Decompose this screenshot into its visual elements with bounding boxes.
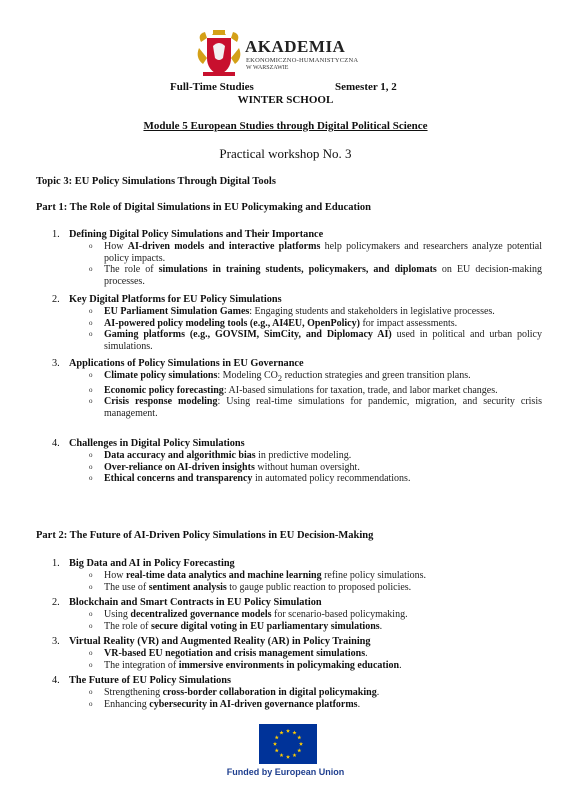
- list-item-text: How: [104, 241, 128, 252]
- list-item: [52, 621, 542, 633]
- list-item-text: : Engaging students and stakeholders in legislative processes.: [249, 306, 495, 317]
- logo-city: W WARSZAWIE: [246, 65, 289, 71]
- list-item-text: : Using real-time simulations for pandemic, migration, and security crisis management.: [104, 396, 542, 419]
- workshop-title: Practical workshop No. 3: [219, 146, 352, 161]
- section-number: 1.: [52, 558, 60, 569]
- bullet-icon: o: [89, 318, 93, 327]
- topic-title: Topic 3: EU Policy Simulations Through Digital Tools: [36, 176, 276, 187]
- list-item: [52, 450, 542, 462]
- list-item-text: : AI-based simulations for taxation, trade, and labor market changes.: [223, 384, 498, 396]
- list-item-text: without human oversight.: [254, 461, 360, 473]
- academy-logo: [193, 28, 393, 78]
- list-item-text: Enhancing: [104, 698, 150, 710]
- section-heading: [52, 228, 542, 241]
- section-number: 3.: [52, 358, 60, 369]
- list-item: [52, 648, 542, 660]
- list-item-emphasis: Climate policy simulations: [104, 370, 218, 381]
- section-heading: [52, 357, 542, 370]
- list-item-text: : Modeling CO: [217, 370, 278, 381]
- list-item-text: .: [379, 620, 383, 632]
- list-item-emphasis: Data accuracy and algorithmic bias: [104, 450, 256, 461]
- list-item-emphasis: cybersecurity in AI-driven governance platforms: [149, 698, 358, 710]
- part2-section: [52, 635, 542, 671]
- list-item-text: reduction strategies and green transition plans.: [282, 370, 471, 381]
- section-number: 2.: [52, 597, 60, 608]
- bullet-icon: o: [89, 621, 93, 630]
- section-title: Challenges in Digital Policy Simulations: [69, 438, 245, 449]
- section-heading: [52, 596, 542, 609]
- studies-label: Full-Time Studies: [170, 81, 254, 93]
- list-item-text: How: [104, 570, 126, 581]
- semester-label: Semester 1, 2: [335, 81, 397, 93]
- list-item-emphasis: Gaming platforms (e.g., GOVSIM, SimCity, and Diplomacy AI): [104, 329, 392, 340]
- section-number: 2.: [52, 294, 60, 305]
- bullet-icon: o: [89, 451, 93, 459]
- list-item-emphasis: real-time data analytics and machine learning: [125, 570, 322, 581]
- list-item-text: .: [357, 698, 361, 710]
- list-item: [52, 687, 542, 699]
- list-item-text: The use of: [104, 581, 149, 593]
- section-title: Key Digital Platforms for EU Policy Simulations: [69, 294, 282, 305]
- list-item-text: Using: [104, 609, 131, 620]
- list-item: [52, 462, 542, 474]
- list-item: [52, 699, 542, 711]
- funded-by-label: Funded by European Union: [226, 767, 345, 777]
- section-number: 3.: [52, 636, 60, 647]
- list-item: [52, 660, 542, 672]
- list-item: [52, 570, 542, 582]
- list-item-emphasis: decentralized governance models: [130, 609, 272, 620]
- list-item-text: The role of: [104, 620, 151, 632]
- bullet-icon: o: [89, 649, 93, 657]
- section-title: Applications of Policy Simulations in EU Governance: [69, 358, 304, 369]
- list-item: [52, 609, 542, 621]
- list-item-emphasis: AI-powered policy modeling tools (e.g., AI4EU, OpenPolicy): [104, 317, 360, 329]
- list-item-emphasis: sentiment analysis: [148, 581, 227, 593]
- list-item-text: for scenario-based policymaking.: [271, 609, 408, 620]
- list-item: [52, 370, 542, 385]
- part2-section: [52, 557, 542, 593]
- list-item-text: for impact assessments.: [359, 317, 458, 329]
- bullet-icon: o: [89, 699, 93, 708]
- part2-section: [52, 674, 542, 710]
- list-item: [52, 582, 542, 594]
- bullet-icon: o: [89, 474, 93, 482]
- list-item-emphasis: Economic policy forecasting: [104, 384, 224, 396]
- part1-title: Part 1: The Role of Digital Simulations in EU Policymaking and Education: [36, 202, 371, 213]
- list-item-text: Strengthening: [104, 687, 163, 698]
- list-item: [52, 264, 542, 287]
- part2-title: Part 2: The Future of AI-Driven Policy Simulations in EU Decision-Making: [36, 530, 374, 541]
- list-item-emphasis: secure digital voting in EU parliamentary simulations: [150, 620, 380, 632]
- list-item-text: help policymakers and researchers analyze potential policy impacts.: [104, 241, 542, 264]
- logo-subtitle: EKONOMICZNO-HUMANISTYCZNA: [246, 57, 359, 64]
- bullet-icon: o: [89, 242, 93, 250]
- section-title: Big Data and AI in Policy Forecasting: [69, 558, 235, 569]
- list-item-emphasis: immersive environments in policymaking education: [178, 659, 400, 671]
- list-item-emphasis: simulations in training students, policymakers, and diplomats: [158, 264, 437, 275]
- list-item: [52, 318, 542, 330]
- section-title: Virtual Reality (VR) and Augmented Reality (AR) in Policy Training: [69, 636, 371, 647]
- bullet-icon: o: [89, 330, 93, 338]
- school-label: WINTER SCHOOL: [237, 94, 334, 106]
- list-item-emphasis: EU Parliament Simulation Games: [104, 306, 250, 317]
- crest-icon: [193, 28, 245, 78]
- eu-flag-icon: [259, 724, 317, 764]
- section-title: The Future of EU Policy Simulations: [69, 675, 231, 686]
- bullet-icon: o: [89, 582, 93, 591]
- section-heading: [52, 293, 542, 306]
- list-item: [52, 329, 542, 352]
- list-item: [52, 241, 542, 264]
- part1-section: [52, 228, 542, 287]
- list-item-text: to gauge public reaction to proposed policies.: [226, 581, 412, 593]
- part2-section: [52, 596, 542, 632]
- list-item-text: The role of: [104, 264, 159, 275]
- section-number: 1.: [52, 229, 60, 240]
- bullet-icon: o: [89, 385, 93, 394]
- module-title: Module 5 European Studies through Digital Political Science: [143, 120, 428, 132]
- bullet-icon: o: [89, 688, 93, 696]
- bullet-icon: o: [89, 265, 93, 273]
- list-item-emphasis: AI-driven models and interactive platforms: [127, 241, 321, 252]
- list-item-text: in predictive modeling.: [255, 450, 352, 461]
- bullet-icon: o: [89, 610, 93, 618]
- list-item-emphasis: Crisis response modeling: [104, 396, 218, 407]
- list-item-text: .: [399, 659, 402, 671]
- list-item: [52, 385, 542, 397]
- part1-section: [52, 293, 542, 352]
- logo-name: AKADEMIA: [245, 37, 346, 56]
- bullet-icon: o: [89, 660, 93, 669]
- bullet-icon: o: [89, 371, 93, 379]
- bullet-icon: o: [89, 571, 93, 579]
- section-heading: [52, 437, 542, 450]
- list-item-emphasis: VR-based EU negotiation and crisis management simulations: [104, 648, 366, 659]
- list-item: [52, 396, 542, 419]
- bullet-icon: o: [89, 397, 93, 405]
- list-item-text: refine policy simulations.: [321, 570, 427, 581]
- list-item-text: in automated policy recommendations.: [252, 473, 411, 484]
- section-heading: [52, 674, 542, 687]
- list-item-text: used in political and urban policy simulations.: [104, 329, 542, 352]
- bullet-icon: o: [89, 307, 93, 315]
- list-item-text: 2: [277, 374, 283, 383]
- list-item: [52, 306, 542, 318]
- bullet-icon: o: [89, 462, 93, 471]
- section-number: 4.: [52, 675, 60, 686]
- list-item-text: .: [376, 687, 380, 698]
- part1-section: [52, 357, 542, 419]
- list-item-emphasis: Over-reliance on AI-driven insights: [104, 461, 255, 473]
- list-item-text: The integration of: [104, 659, 179, 671]
- part1-section: [52, 437, 542, 485]
- section-heading: [52, 635, 542, 648]
- section-heading: [52, 557, 542, 570]
- list-item-text: on EU decision-making processes.: [104, 264, 542, 287]
- section-title: Defining Digital Policy Simulations and Their Importance: [69, 229, 324, 240]
- list-item-emphasis: Ethical concerns and transparency: [104, 473, 253, 484]
- section-title: Blockchain and Smart Contracts in EU Policy Simulation: [69, 597, 322, 608]
- list-item: [52, 473, 542, 485]
- section-number: 4.: [52, 438, 60, 449]
- list-item-emphasis: cross-border collaboration in digital policymaking: [162, 687, 377, 698]
- list-item-text: .: [365, 648, 368, 659]
